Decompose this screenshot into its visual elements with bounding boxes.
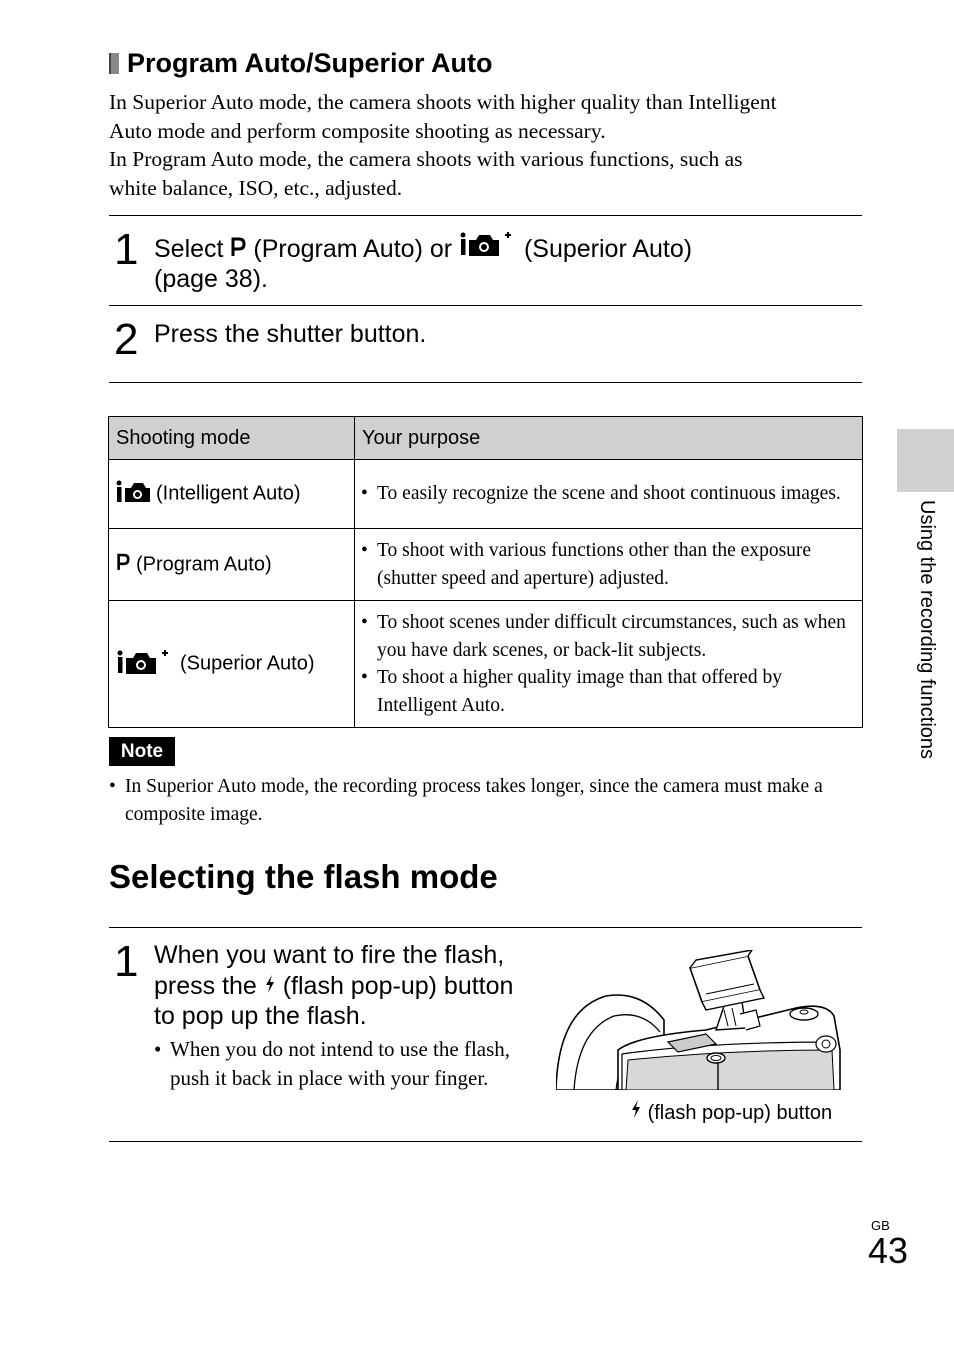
flash-button-caption: (flash pop-up) button bbox=[630, 1099, 832, 1125]
intro-paragraph bbox=[109, 88, 869, 202]
page-number: 43 bbox=[868, 1230, 909, 1271]
section-heading bbox=[109, 48, 493, 79]
list-item: • To shoot with various functions other than the exposure (shutter speed and aperture) adjusted. bbox=[361, 537, 856, 592]
table-row bbox=[109, 460, 863, 529]
intro-line: white balance, ISO, etc., adjusted. bbox=[109, 175, 403, 200]
table-row bbox=[109, 529, 863, 601]
program-auto-icon bbox=[230, 234, 246, 264]
intro-line: In Superior Auto mode, the camera shoots with higher quality than Intelligent bbox=[109, 90, 777, 114]
list-item: • To shoot scenes under difficult circumstances, such as when you have dark scenes, or back-lit subjects. bbox=[361, 609, 856, 664]
intro-line: In Program Auto mode, the camera shoots with various functions, such as bbox=[109, 147, 743, 172]
table-header-cell: Shooting mode bbox=[109, 417, 355, 460]
purpose-cell bbox=[355, 601, 863, 728]
side-tab-marker bbox=[897, 429, 954, 492]
mode-cell bbox=[109, 601, 355, 728]
intro-line: Auto mode and perform composite shooting as necessary. bbox=[109, 118, 606, 143]
mode-label: (Superior Auto) bbox=[180, 652, 315, 675]
divider bbox=[109, 927, 862, 928]
divider bbox=[109, 1141, 862, 1142]
purpose-cell bbox=[355, 529, 863, 601]
shooting-mode-table bbox=[108, 416, 863, 728]
side-tab-label: Using the recording functions bbox=[916, 500, 938, 760]
section-heading-text: Program Auto/Superior Auto bbox=[127, 48, 493, 78]
step-number: 2 bbox=[114, 315, 139, 364]
divider bbox=[109, 305, 862, 306]
heading-marker bbox=[109, 53, 119, 74]
program-auto-icon bbox=[116, 552, 130, 578]
mode-label: (Program Auto) bbox=[136, 552, 272, 575]
region-code: GB bbox=[871, 1218, 890, 1233]
flash-icon bbox=[630, 1099, 642, 1125]
list-item: • To shoot a higher quality image than that offered by Intelligent Auto. bbox=[361, 664, 856, 719]
flash-step-text: When you want to fire the flash, press the (flash pop-up) button to pop up the flash. bbox=[154, 941, 514, 1030]
table-header-row bbox=[109, 417, 863, 460]
mode-cell bbox=[109, 529, 355, 601]
camera-flash-illustration bbox=[556, 950, 846, 1090]
flash-icon bbox=[264, 971, 276, 1002]
table-header-cell: Your purpose bbox=[355, 417, 863, 460]
table-row bbox=[109, 601, 863, 728]
superior-auto-icon bbox=[459, 229, 517, 264]
intelligent-auto-icon bbox=[116, 479, 150, 509]
step-1-text: Select (Program Auto) or (Superior Auto) (page 38). bbox=[154, 229, 794, 294]
flash-sub-note bbox=[154, 1035, 524, 1092]
list-item: • When you do not intend to use the flash, push it back in place with your finger. bbox=[154, 1035, 524, 1092]
divider bbox=[109, 215, 862, 216]
list-item: • To easily recognize the scene and shoot continuous images. bbox=[361, 480, 856, 508]
note-list bbox=[109, 773, 869, 829]
step-number: 1 bbox=[114, 937, 139, 986]
purpose-cell bbox=[355, 460, 863, 529]
flash-section-heading: Selecting the flash mode bbox=[109, 858, 498, 895]
mode-cell bbox=[109, 460, 355, 529]
list-item: • In Superior Auto mode, the recording process takes longer, since the camera must make a composite image. bbox=[109, 773, 869, 829]
note-badge: Note bbox=[109, 737, 175, 766]
mode-label: (Intelligent Auto) bbox=[156, 482, 301, 505]
superior-auto-icon bbox=[116, 647, 174, 681]
step-2-text: Press the shutter button. bbox=[154, 320, 427, 348]
divider bbox=[109, 382, 862, 383]
step-number: 1 bbox=[114, 225, 139, 274]
